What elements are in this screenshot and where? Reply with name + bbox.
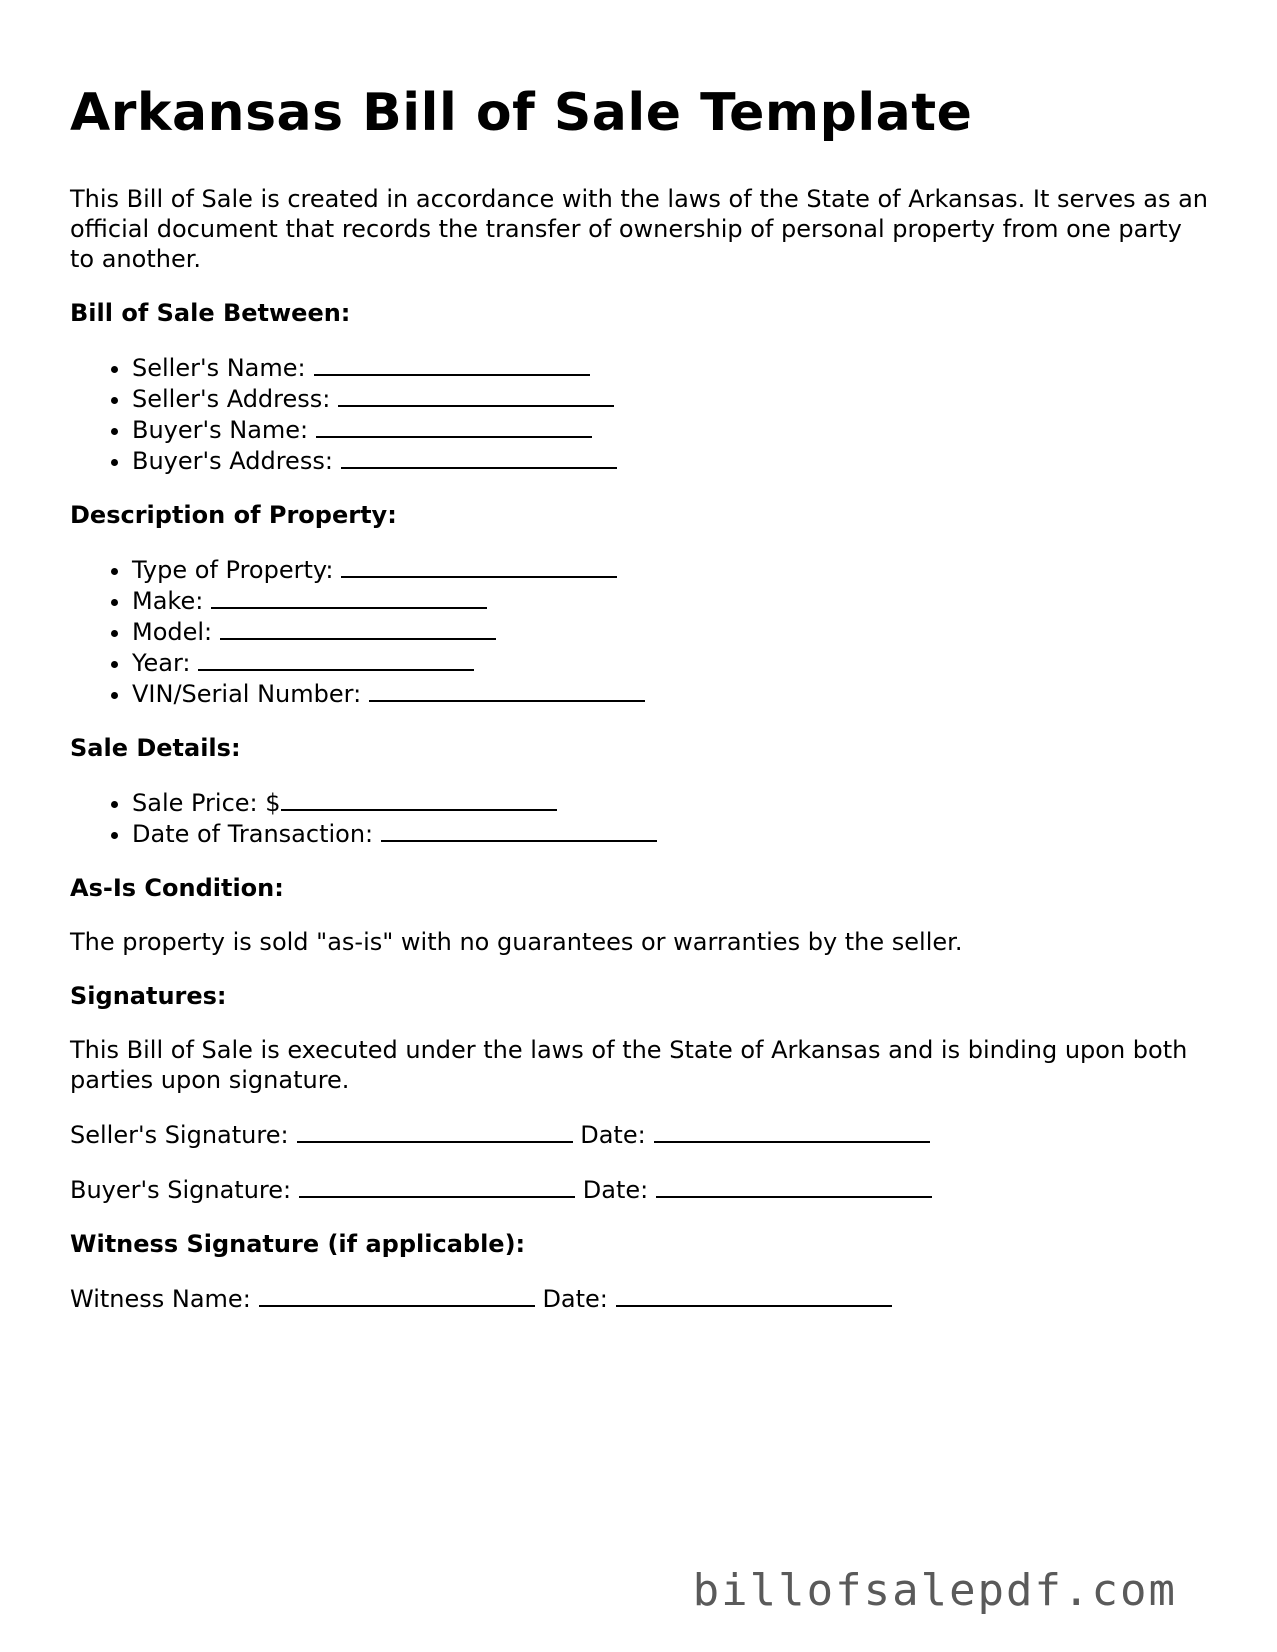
property-heading: Description of Property: — [70, 501, 397, 530]
make-field[interactable] — [211, 585, 487, 609]
witness-name-field[interactable] — [259, 1283, 535, 1307]
make-label: Make: — [132, 587, 204, 616]
model-field[interactable] — [220, 616, 496, 640]
buyer-date-label: Date: — [582, 1176, 649, 1205]
sale-price-label: Sale Price: $ — [132, 789, 281, 818]
list-item — [132, 352, 1210, 383]
buyer-name-field[interactable] — [316, 414, 592, 438]
seller-address-label: Seller's Address: — [132, 385, 331, 414]
seller-signature-label: Seller's Signature: — [70, 1121, 289, 1150]
property-type-label: Type of Property: — [132, 556, 334, 585]
witness-date-label: Date: — [542, 1285, 608, 1314]
list-item — [132, 818, 1210, 849]
seller-signature-field[interactable] — [297, 1119, 573, 1143]
witness-row — [70, 1283, 1210, 1314]
list-item — [132, 787, 1210, 818]
seller-date-label: Date: — [580, 1121, 646, 1150]
buyer-signature-row — [70, 1174, 1210, 1205]
year-field[interactable] — [198, 647, 474, 671]
property-list — [70, 554, 1210, 709]
buyer-address-label: Buyer's Address: — [132, 447, 333, 476]
buyer-signature-label: Buyer's Signature: — [70, 1176, 292, 1205]
signatures-heading: Signatures: — [70, 982, 227, 1011]
model-label: Model: — [132, 618, 213, 647]
witness-name-label: Witness Name: — [70, 1285, 251, 1314]
seller-date-field[interactable] — [654, 1119, 930, 1143]
buyer-signature-field[interactable] — [299, 1174, 575, 1198]
witness-heading: Witness Signature (if applicable): — [70, 1230, 526, 1259]
list-item — [132, 554, 1210, 585]
buyer-name-label: Buyer's Name: — [132, 416, 309, 445]
parties-list — [70, 352, 1210, 476]
as-is-text: The property is sold "as-is" with no guarantees or warranties by the seller. — [70, 928, 963, 957]
transaction-date-label: Date of Transaction: — [132, 820, 374, 849]
document-page — [70, 82, 1210, 1338]
list-item — [132, 616, 1210, 647]
sale-price-field[interactable] — [281, 787, 557, 811]
year-label: Year: — [132, 649, 191, 678]
vin-field[interactable] — [369, 678, 645, 702]
list-item — [132, 647, 1210, 678]
watermark-brand: billofsalepdf.com — [692, 1565, 1177, 1616]
signatures-text: This Bill of Sale is executed under the laws of the State of Arkansas and is binding upon both parties upon signature. — [70, 1036, 1188, 1095]
list-item — [132, 678, 1210, 709]
seller-name-label: Seller's Name: — [132, 354, 306, 383]
buyer-address-field[interactable] — [341, 445, 617, 469]
list-item — [132, 585, 1210, 616]
sale-list — [70, 787, 1210, 849]
property-type-field[interactable] — [341, 554, 617, 578]
list-item — [132, 445, 1210, 476]
intro-paragraph: This Bill of Sale is created in accordance with the laws of the State of Arkansas. It serves as an official document that records the transfer of ownership of personal property from one party to another. — [70, 185, 1209, 274]
seller-signature-row — [70, 1119, 1210, 1150]
buyer-date-field[interactable] — [656, 1174, 932, 1198]
parties-heading: Bill of Sale Between: — [70, 299, 351, 328]
transaction-date-field[interactable] — [381, 818, 657, 842]
page-title: Arkansas Bill of Sale Template — [70, 83, 973, 143]
list-item — [132, 383, 1210, 414]
vin-label: VIN/Serial Number: — [132, 680, 362, 709]
witness-date-field[interactable] — [616, 1283, 892, 1307]
seller-address-field[interactable] — [338, 383, 614, 407]
sale-heading: Sale Details: — [70, 734, 241, 763]
as-is-heading: As-Is Condition: — [70, 874, 284, 903]
seller-name-field[interactable] — [314, 352, 590, 376]
list-item — [132, 414, 1210, 445]
